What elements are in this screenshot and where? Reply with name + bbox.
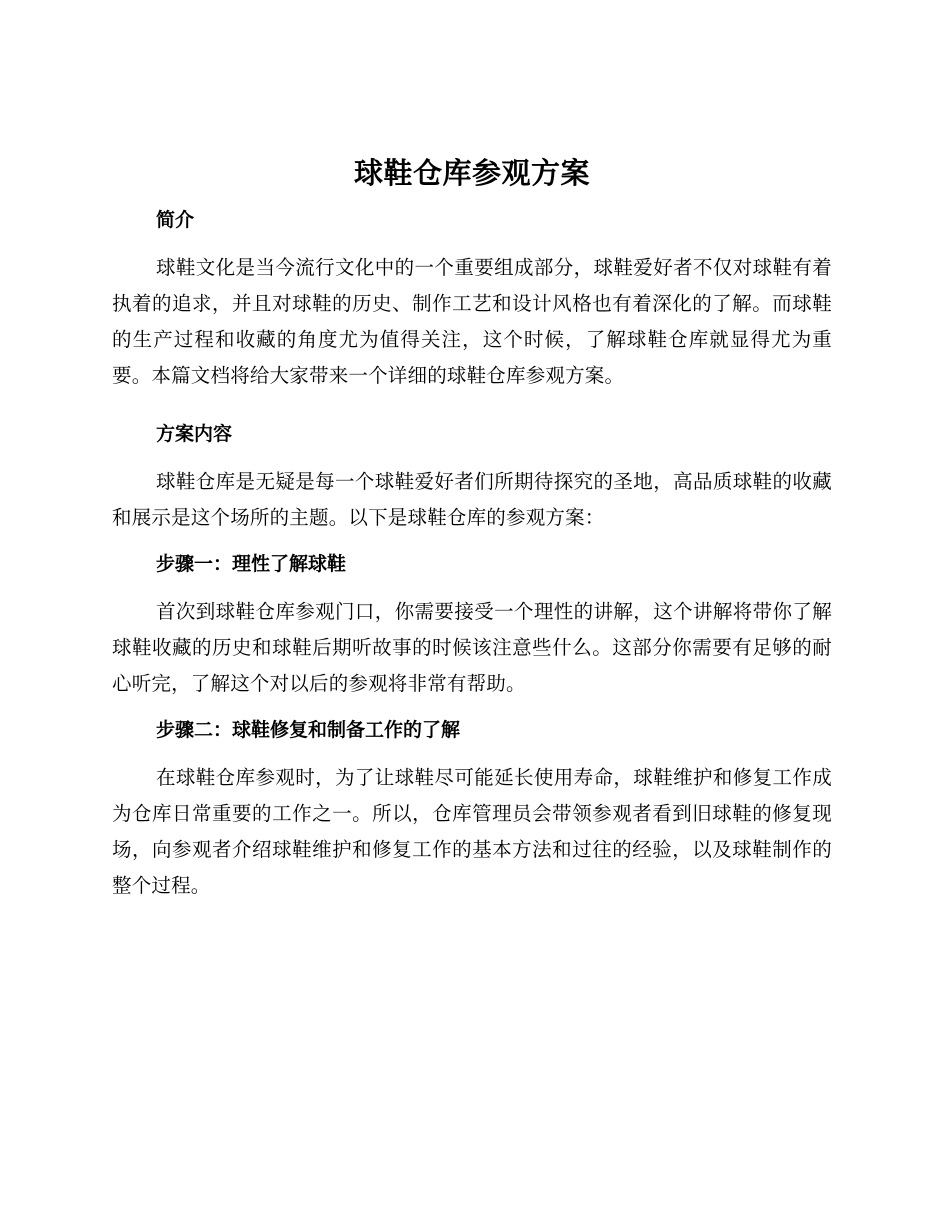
section-paragraph-intro: 球鞋文化是当今流行文化中的一个重要组成部分，球鞋爱好者不仅对球鞋有着执着的追求，并且对球鞋的历史、制作工艺和设计风格也有着深化的了解。而球鞋的生产过程和收藏的角度尤为值得关注，这个时候，了解球鞋仓库就显得尤为重要。本篇文档将给大家带来一个详细的球鞋仓库参观方案。 xyxy=(112,256,832,387)
section-paragraph-step-1: 首次到球鞋仓库参观门口，你需要接受一个理性的讲解，这个讲解将带你了解球鞋收藏的历史和球鞋后期听故事的时候该注意些什么。这部分你需要有足够的耐心听完，了解这个对以后的参观将非常有帮助。 xyxy=(112,600,832,695)
section-paragraph-step-2: 在球鞋仓库参观时，为了让球鞋尽可能延长使用寿命，球鞋维护和修复工作成为仓库日常重要的工作之一。所以，仓库管理员会带领参观者看到旧球鞋的修复现场，向参观者介绍球鞋维护和修复工作的基本方法和过往的经验，以及球鞋制作的整个过程。 xyxy=(112,766,832,897)
section-heading-step-1: 步骤一：理性了解球鞋 xyxy=(156,553,347,575)
section-heading-step-2: 步骤二：球鞋修复和制备工作的了解 xyxy=(156,719,461,741)
document-body xyxy=(112,150,832,904)
document-title: 球鞋仓库参观方案 xyxy=(353,156,590,190)
section-heading-intro: 简介 xyxy=(156,209,195,231)
section-heading-plan: 方案内容 xyxy=(156,423,233,445)
section-paragraph-plan: 球鞋仓库是无疑是每一个球鞋爱好者们所期待探究的圣地，高品质球鞋的收藏和展示是这个场所的主题。以下是球鞋仓库的参观方案： xyxy=(112,470,832,529)
